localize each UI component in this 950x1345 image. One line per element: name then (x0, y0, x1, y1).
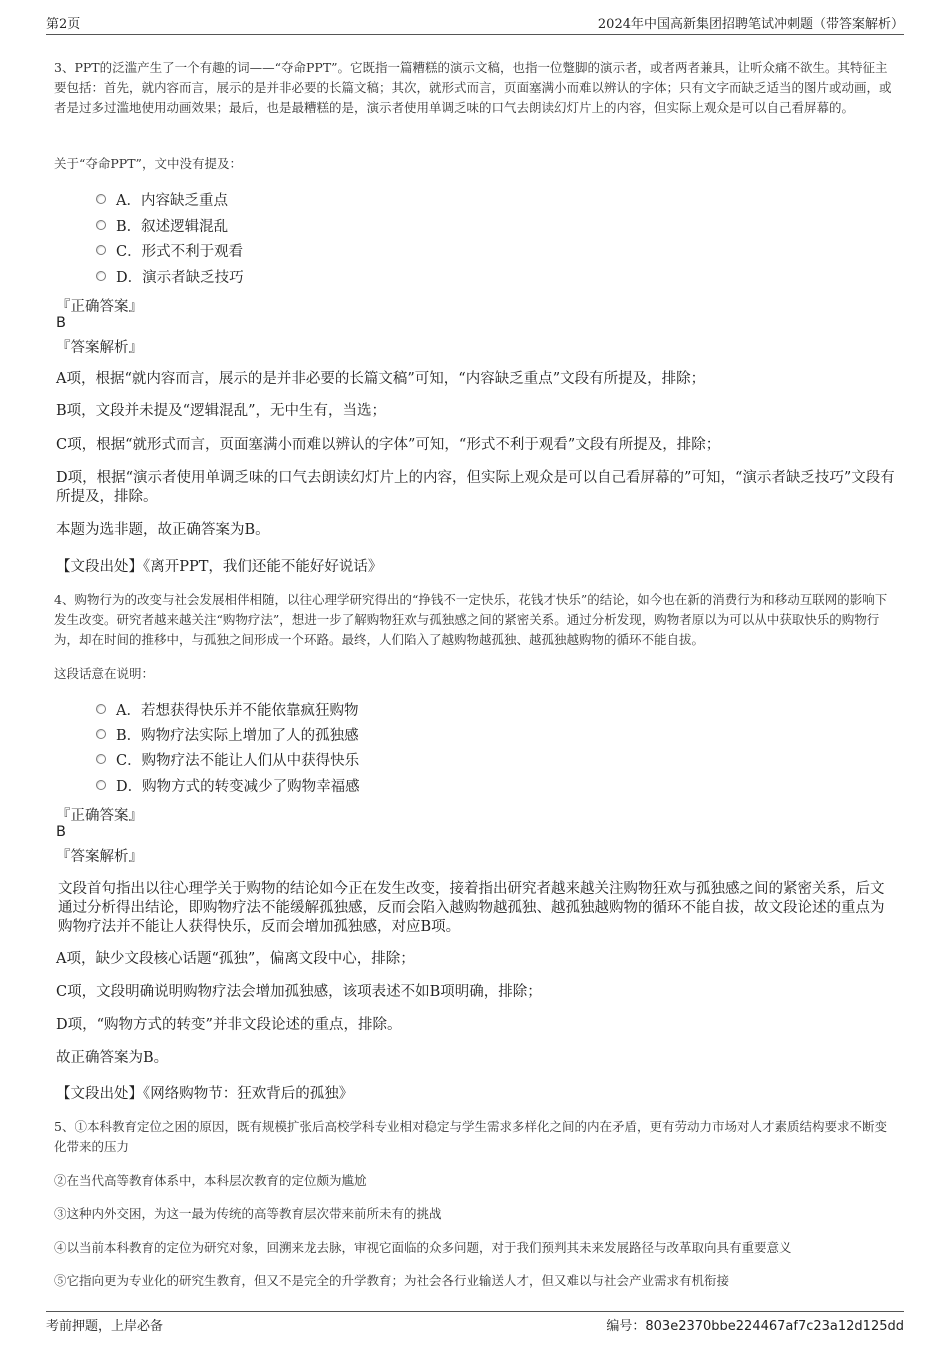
q4-answer: B (56, 824, 66, 840)
q3-conclusion: 本题为选非题，故正确答案为B。 (56, 522, 270, 538)
radio-icon[interactable] (96, 245, 106, 255)
radio-icon[interactable] (96, 220, 106, 230)
q3-analysis-d: D项，根据“演示者使用单调乏味的口气去朗读幻灯片上的内容，但实际上观众是可以自己看屏幕的”可知，“演示者缺乏技巧”文段有所提及，排除。 (56, 470, 895, 505)
q3-analysis-label: 『答案解析』 (56, 340, 143, 356)
q3-analysis-a: A项，根据“就内容而言，展示的是并非必要的长篇文稿”可知，“内容缺乏重点”文段有所提及，排除； (56, 371, 706, 387)
q3-analysis-b: B项，文段并未提及“逻辑混乱”，无中生有，当选； (56, 403, 386, 419)
q4-analysis-d: D项，“购物方式的转变”并非文段论述的重点，排除。 (56, 1017, 402, 1033)
q4-answer-label: 『正确答案』 (56, 808, 143, 824)
q4-prompt: 这段话意在说明： (54, 666, 155, 681)
q4-analysis-label: 『答案解析』 (56, 849, 143, 865)
q4-option-d[interactable]: D．购物方式的转变减少了购物幸福感 (96, 774, 360, 796)
radio-icon[interactable] (96, 754, 106, 764)
q3-option-a[interactable]: A．内容缺乏重点 (96, 188, 228, 210)
q5-item-1: 5、①本科教育定位之困的原因，既有规模扩张后高校学科专业相对稳定与学生需求多样化之间的内在矛盾，更有劳动力市场对人才素质结构要求不断变化带来的压力 (54, 1119, 887, 1154)
q3-source: 【文段出处】《离开PPT，我们还能不能好好说话》 (56, 559, 383, 575)
radio-icon[interactable] (96, 780, 106, 790)
page-number: 第2页 (46, 17, 81, 32)
q4-analysis-main: 文段首句指出以往心理学关于购物的结论如今正在发生改变，接着指出研究者越来越关注购物狂欢与孤独感之间的紧密关系，后文通过分析得出结论，即购物疗法不能缓解孤独感，反而会陷入越购物越孤独、越孤独越购物的循环不能自拔，故文段论述的重点为购物疗法并不能让人获得快乐，反而会增加孤独感，对应B项。 (58, 881, 885, 935)
q3-answer-label: 『正确答案』 (56, 299, 143, 315)
q4-analysis-a: A项，缺少文段核心话题“孤独”，偏离文段中心，排除； (56, 951, 415, 967)
q3-answer: B (56, 315, 66, 331)
radio-icon[interactable] (96, 729, 106, 739)
q5-item-4: ④以当前本科教育的定位为研究对象，回溯来龙去脉，审视它面临的众多问题，对于我们预判其未来发展路径与改革取向具有重要意义 (54, 1240, 792, 1255)
q4-option-c[interactable]: C．购物疗法不能让人们从中获得快乐 (96, 748, 359, 770)
q3-option-d[interactable]: D．演示者缺乏技巧 (96, 265, 244, 287)
document-code: 编号：803e2370bbe224467af7c23a12d125dd (606, 1318, 904, 1334)
q4-option-a[interactable]: A．若想获得快乐并不能依靠疯狂购物 (96, 698, 358, 720)
q3-prompt: 关于“夺命PPT”，文中没有提及： (54, 156, 242, 171)
radio-icon[interactable] (96, 271, 106, 281)
q4-conclusion: 故正确答案为B。 (56, 1050, 169, 1066)
radio-icon[interactable] (96, 704, 106, 714)
q4-analysis-c: C项，文段明确说明购物疗法会增加孤独感，该项表述不如B项明确，排除； (56, 984, 542, 1000)
q3-option-c[interactable]: C．形式不利于观看 (96, 239, 243, 261)
q3-analysis-c: C项，根据“就形式而言，页面塞满小而难以辨认的字体”可知，“形式不利于观看”文段有所提及，排除； (56, 437, 721, 453)
page-header (46, 12, 904, 35)
q3-passage: 3、PPT的泛滥产生了一个有趣的词——“夺命PPT”。它既指一篇糟糕的演示文稿，也指一位蹩脚的演示者，或者两者兼具，让听众痛不欲生。其特征主要包括：首先，就内容而言，展示的是并非必要的长篇文稿；其次，就形式而言，页面塞满小而难以辨认的字体；只有文字而缺乏适当的图片或动画，或者是过多过滥地使用动画效果；最后，也是最糟糕的是，演示者使用单调乏味的口气去朗读幻灯片上的内容，但实际上观众是可以自己看屏幕的。 (54, 60, 892, 115)
footer-slogan: 考前押题，上岸必备 (46, 1318, 164, 1334)
q5-item-3: ③这种内外交困，为这一最为传统的高等教育层次带来前所未有的挑战 (54, 1206, 442, 1221)
q4-option-b[interactable]: B．购物疗法实际上增加了人的孤独感 (96, 723, 359, 745)
q5-item-2: ②在当代高等教育体系中，本科层次教育的定位颇为尴尬 (54, 1173, 367, 1188)
q5-item-5: ⑤它指向更为专业化的研究生教育，但又不是完全的升学教育；为社会各行业输送人才，但又难以与社会产业需求有机衔接 (54, 1273, 730, 1288)
q3-option-b[interactable]: B．叙述逻辑混乱 (96, 214, 228, 236)
document-title: 2024年中国高新集团招聘笔试冲刺题（带答案解析） (597, 17, 904, 32)
radio-icon[interactable] (96, 194, 106, 204)
q4-passage: 4、购物行为的改变与社会发展相伴相随，以往心理学研究得出的“挣钱不一定快乐，花钱才快乐”的结论，如今也在新的消费行为和移动互联网的影响下发生改变。研究者越来越关注“购物疗法”，想进一步了解购物狂欢与孤独感之间的紧密关系。通过分析发现，购物者原以为可以从中获取快乐的购物行为，却在时间的推移中，与孤独之间形成一个环路。最终，人们陷入了越购物越孤独、越孤独越购物的循环不能自拔。 (54, 592, 888, 647)
q4-source: 【文段出处】《网络购物节：狂欢背后的孤独》 (56, 1086, 354, 1102)
page-footer (46, 1311, 904, 1334)
